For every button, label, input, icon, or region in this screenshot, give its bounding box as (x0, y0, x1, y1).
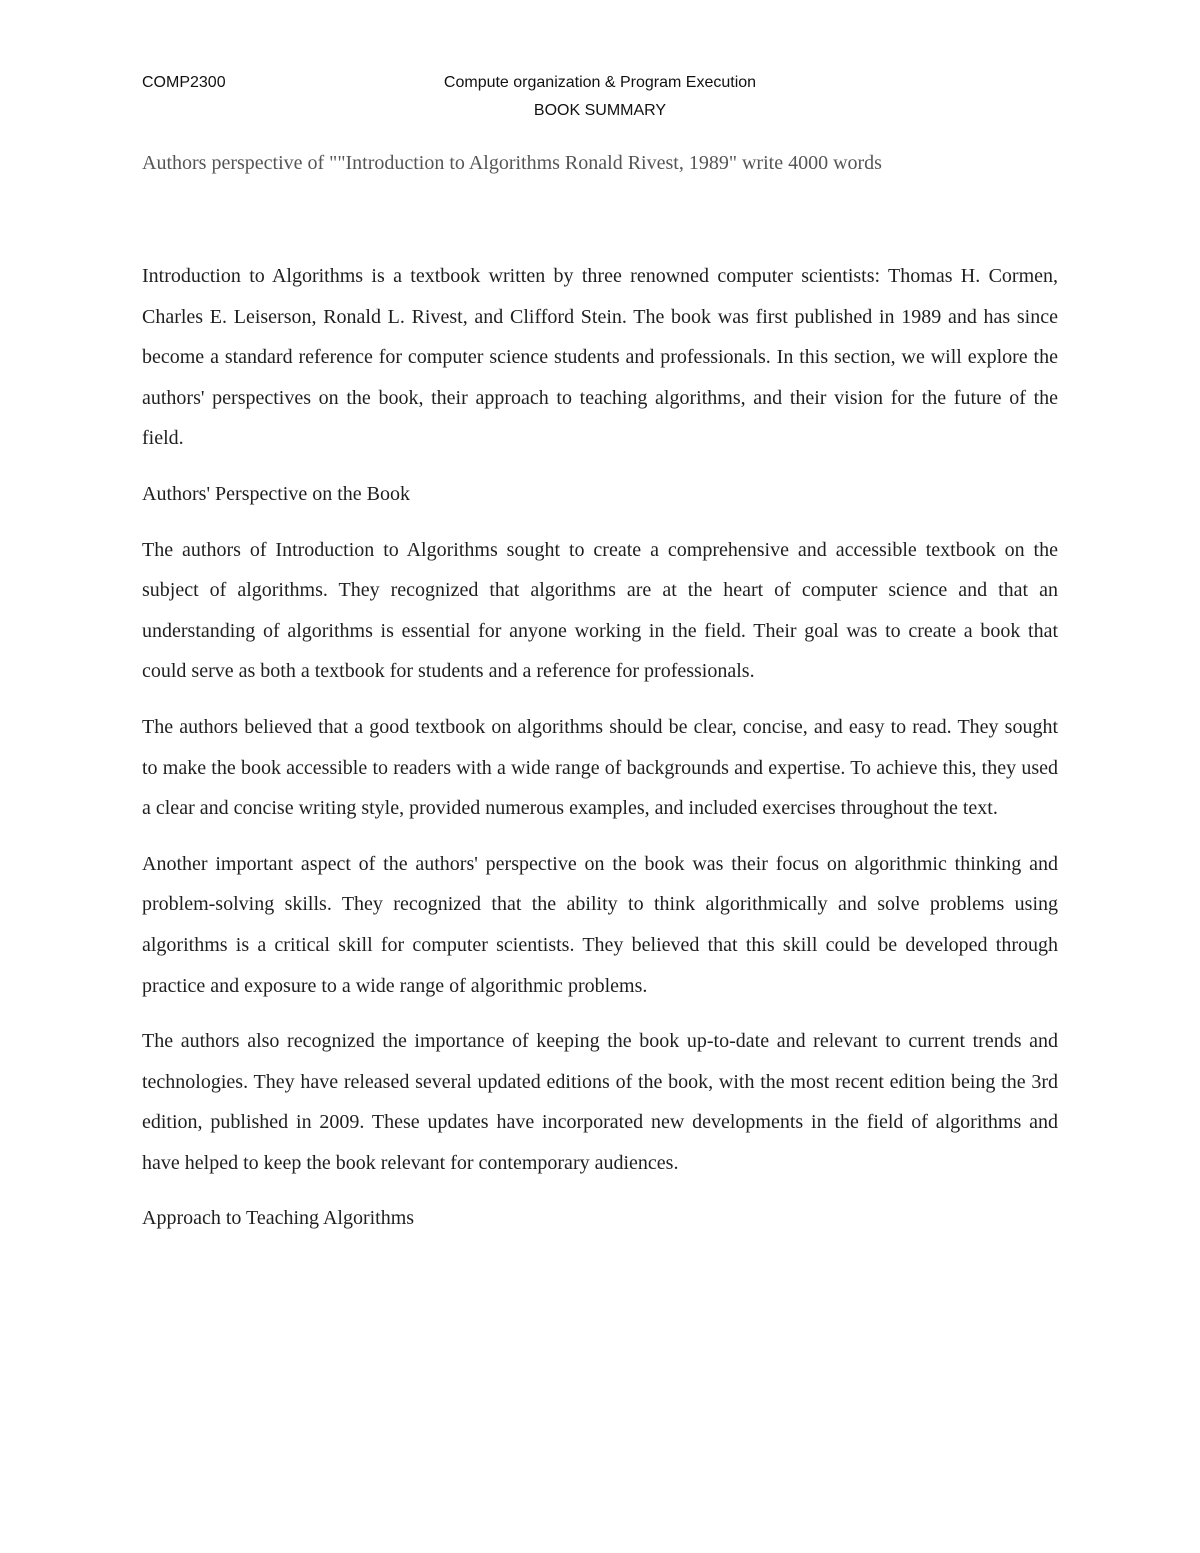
paragraph-thinking: Another important aspect of the authors' perspective on the book was their focus on algorithmic thinking and problem-solving skills. They recognized that the ability to think algorithmically and solve problems using algorithms is a critical skill for computer scientists. They believed that this skill could be developed through practice and exposure to a wide range of algorithmic problems. (142, 852, 1058, 997)
document-body (142, 256, 1058, 1254)
paragraph-goal: The authors of Introduction to Algorithms sought to create a comprehensive and accessible textbook on the subject of algorithms. They recognized that algorithms are at the heart of computer science and that an understanding of algorithms is essential for anyone working in the field. Their goal was to create a book that could serve as both a textbook for students and a reference for professionals. (142, 538, 1058, 683)
paragraph-editions: The authors also recognized the importance of keeping the book up-to-date and relevant to current trends and technologies. They have released several updated editions of the book, with the most recent edition being the 3rd edition, published in 2009. These updates have incorporated new developments in the field of algorithms and have helped to keep the book relevant for contemporary audiences. (142, 1030, 1058, 1174)
header-subtitle: BOOK SUMMARY (533, 102, 667, 119)
paragraph-intro: Introduction to Algorithms is a textbook written by three renowned computer scientists: Thomas H. Cormen, Charles E. Leiserson, Ronald L. Rivest, and Clifford Stein. The book was first published in 1989 and has since become a standard reference for computer science students and professionals. In this section, we will explore the authors' perspectives on the book, their approach to teaching algorithms, and their vision for the future of the field. (142, 265, 1058, 450)
course-code: COMP2300 (142, 74, 226, 91)
section-heading-teaching: Approach to Teaching Algorithms (142, 1207, 415, 1230)
paragraph-clarity: The authors believed that a good textbook on algorithms should be clear, concise, and easy to read. They sought to make the book accessible to readers with a wide range of backgrounds and expertise. To achieve this, they used a clear and concise writing style, provided numerous examples, and included exercises throughout the text. (142, 715, 1058, 820)
prompt-line: Authors perspective of ""Introduction to Algorithms Ronald Rivest, 1989" write 4000 words (142, 152, 882, 174)
section-heading-perspective: Authors' Perspective on the Book (142, 482, 411, 505)
header-title: Compute organization & Program Execution (443, 74, 757, 91)
